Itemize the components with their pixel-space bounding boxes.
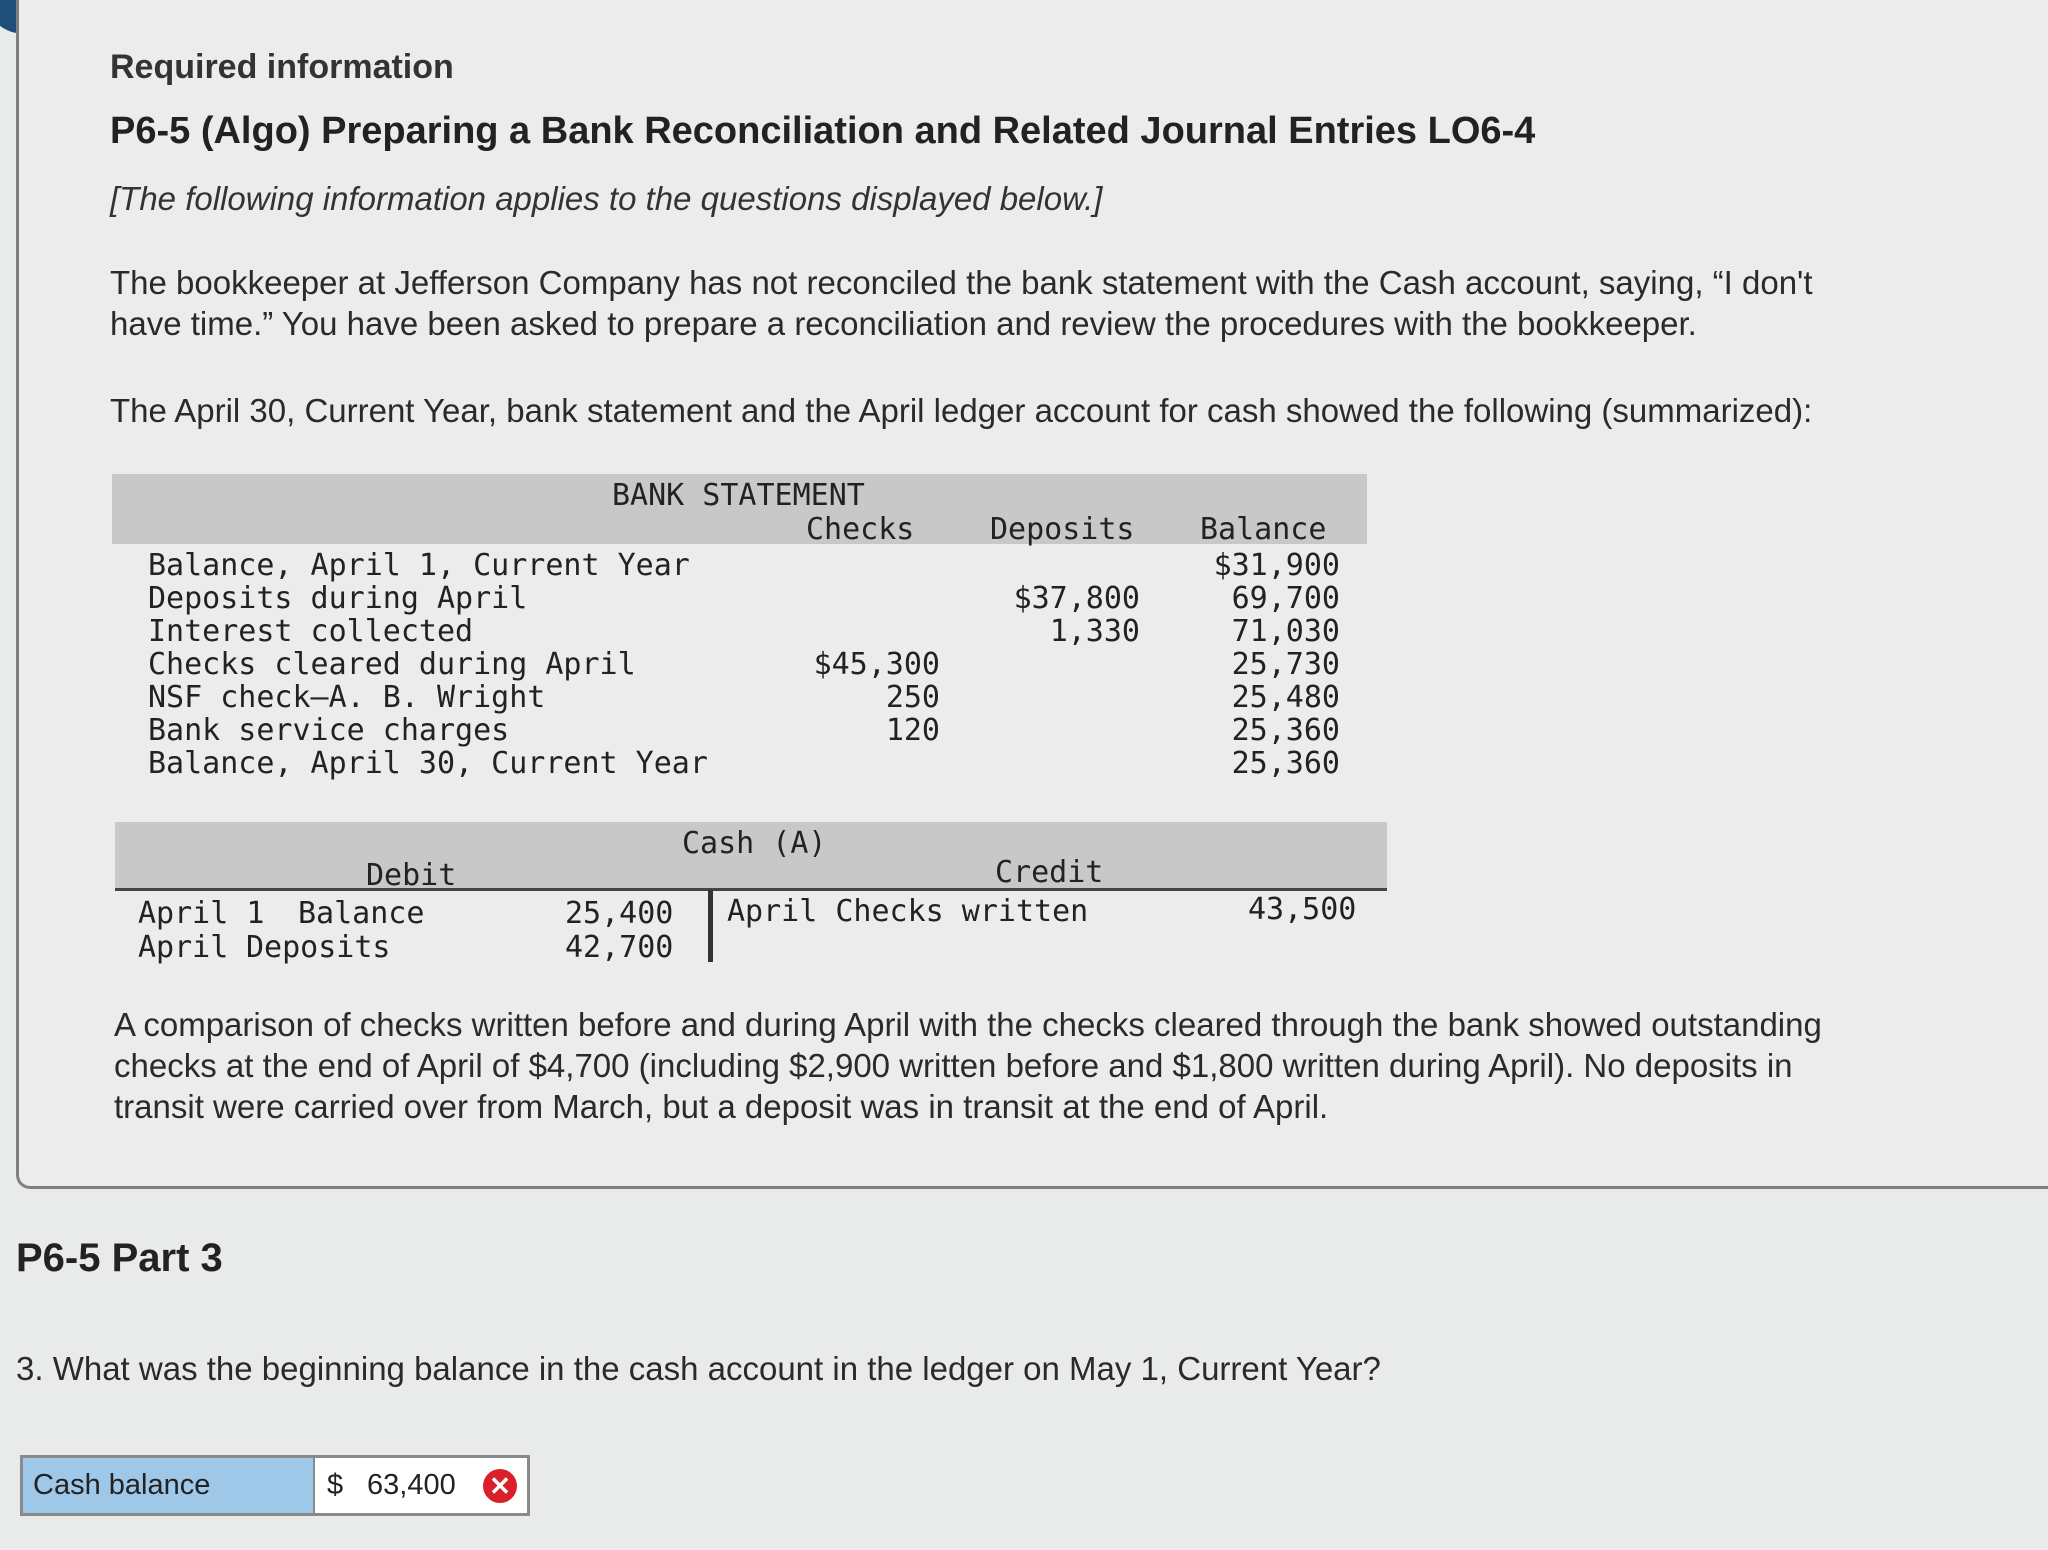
cash-balance-input[interactable] <box>315 1458 527 1513</box>
bank-balance-value: 25,480 <box>1231 680 1340 715</box>
bank-row-label: Deposits during April <box>148 581 528 616</box>
cash-balance-label: Cash balance <box>23 1458 315 1513</box>
bank-deposits-value: 1,330 <box>1049 614 1140 649</box>
bank-checks-value: 250 <box>885 680 940 715</box>
debit-row-desc: Balance <box>298 896 425 931</box>
debit-row-amount: 42,700 <box>565 930 674 965</box>
debit-row-date: April <box>138 930 229 965</box>
comparison-line-3: transit were carried over from March, but a deposit was in transit at the end of April. <box>114 1088 1329 1125</box>
checks-column-header: Checks <box>806 512 915 547</box>
t-account-divider <box>708 890 713 962</box>
bank-row-label: Checks cleared during April <box>148 647 636 682</box>
cash-balance-value: 63,400 <box>367 1469 456 1501</box>
bank-checks-value: $45,300 <box>813 647 940 682</box>
intro-line-2: have time.” You have been asked to prepare a reconciliation and review the procedures with the bookkeeper. <box>110 305 1697 342</box>
bank-deposits-value: $37,800 <box>1013 581 1140 616</box>
debit-row-desc: Deposits <box>246 930 391 965</box>
info-note: [The following information applies to the questions displayed below.] <box>110 180 1103 217</box>
balance-column-header: Balance <box>1200 512 1327 547</box>
debit-row-amount: 25,400 <box>565 896 674 931</box>
intro-line-1: The bookkeeper at Jefferson Company has not reconciled the bank statement with the Cash account, saying, “I don't <box>110 264 1813 301</box>
answer-row <box>20 1455 530 1516</box>
cash-account-title: Cash (A) <box>682 826 827 861</box>
deposits-column-header: Deposits <box>990 512 1135 547</box>
x-circle-icon: ✕ <box>483 1469 517 1503</box>
currency-symbol: $ <box>327 1469 344 1501</box>
bank-row-label: Balance, April 30, Current Year <box>148 746 708 781</box>
bank-row-label: Interest collected <box>148 614 474 649</box>
required-info-heading: Required information <box>110 48 454 86</box>
bank-balance-value: 69,700 <box>1231 581 1340 616</box>
bank-statement-title: BANK STATEMENT <box>612 478 865 513</box>
bank-balance-value: 25,730 <box>1231 647 1340 682</box>
bank-balance-value: 25,360 <box>1231 746 1340 781</box>
comparison-line-1: A comparison of checks written before and during April with the checks cleared through the bank showed outstanding <box>114 1006 1822 1043</box>
debit-column-header: Debit <box>366 858 457 893</box>
bank-balance-value: 71,030 <box>1231 614 1340 649</box>
credit-row-amount: 43,500 <box>1248 892 1357 927</box>
part-title: P6-5 Part 3 <box>16 1236 223 1280</box>
bank-row-label: Balance, April 1, Current Year <box>148 548 690 583</box>
intro-line-3: The April 30, Current Year, bank statement and the April ledger account for cash showed the following (summarized): <box>110 392 1813 429</box>
credit-column-header: Credit <box>995 855 1104 890</box>
bank-balance-value: 25,360 <box>1231 713 1340 748</box>
bank-row-label: Bank service charges <box>148 713 510 748</box>
problem-title: P6-5 (Algo) Preparing a Bank Reconciliation and Related Journal Entries LO6-4 <box>110 110 1536 152</box>
comparison-line-2: checks at the end of April of $4,700 (including $2,900 written before and $1,800 written during April). No deposits in <box>114 1047 1793 1084</box>
question-text: 3. What was the beginning balance in the cash account in the ledger on May 1, Current Year? <box>16 1350 1381 1387</box>
bank-balance-value: $31,900 <box>1213 548 1340 583</box>
bank-checks-value: 120 <box>885 713 940 748</box>
debit-row-date: April 1 <box>138 896 265 931</box>
credit-row-desc: April Checks written <box>727 894 1089 929</box>
bank-row-label: NSF check–A. B. Wright <box>148 680 546 715</box>
